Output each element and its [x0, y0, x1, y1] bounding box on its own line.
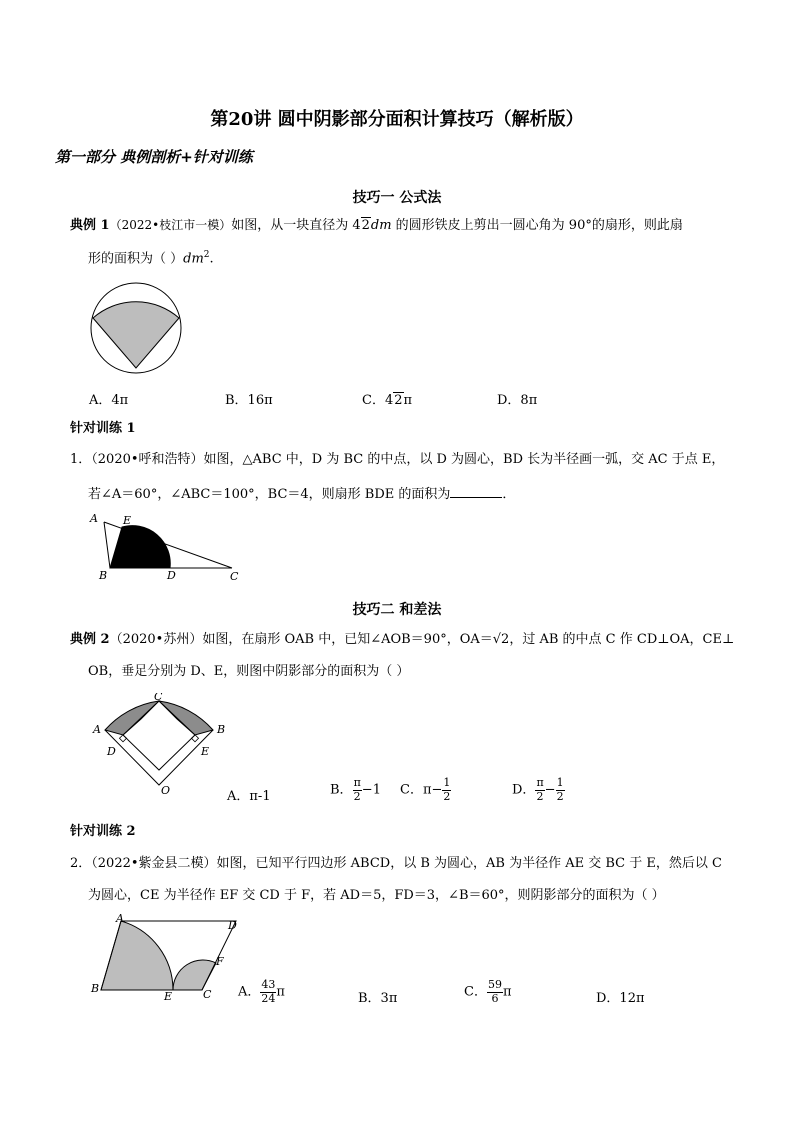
example-1-option-b[interactable]: B．16π — [225, 393, 273, 408]
technique-2-heading: 技巧二 和差法 — [352, 602, 442, 618]
example-2-option-d[interactable]: D． $\frac{\pi}{2}$ − $\frac{1}{2}$ — [512, 776, 564, 803]
q1-label-a: A — [90, 512, 98, 525]
example-2-option-b[interactable]: B． $\frac{\pi}{2}$ −1 — [330, 776, 381, 803]
q2-label-b: B — [91, 982, 100, 995]
ex2-label-b: B — [217, 723, 226, 736]
q1-label-e: E — [123, 514, 132, 527]
example-1-line1: 典例 1（2022•枝江市一模）如图，从一块直径为 42dm 的圆形铁皮上剪出一圆心角为 90°的扇形，则此扇 — [70, 218, 683, 233]
question-1-line2: 若∠A＝60°，∠ABC＝100°，BC＝4，则扇形 BDE 的面积为 ． — [88, 487, 516, 502]
example-1-option-c[interactable]: C．42π — [362, 393, 413, 408]
q2-label-f: F — [216, 955, 224, 968]
page-title: 第20讲 圆中阴影部分面积计算技巧（解析版） — [210, 109, 584, 130]
q1-label-b: B — [99, 569, 108, 582]
ex2-label-a: A — [93, 723, 101, 736]
example-2-option-c[interactable]: C．π− $\frac{1}{2}$ — [400, 776, 451, 803]
example-1-line2: 形的面积为（ ）$dm^2$. — [88, 250, 214, 267]
q1-label-d: D — [167, 569, 176, 582]
question-2-line1: 2．（2022•紫金县二模）如图，已知平行四边形 ABCD，以 B 为圆心，AB 为半径作 AE 交 BC 于 E，然后以 C — [70, 856, 722, 871]
ex2-label-d: D — [107, 745, 116, 758]
example-2-line1: 典例 2（2020•苏州）如图，在扇形 OAB 中，已知∠AOB＝90°，OA＝√2，过 AB 的中点 C 作 CD⊥OA，CE⊥ — [70, 632, 735, 647]
example-1-option-d[interactable]: D．8π — [497, 393, 538, 408]
question-2-option-c[interactable]: C． $\frac{59}{6}$ π — [464, 978, 512, 1005]
question-1-line1: 1．（2020•呼和浩特）如图，△ABC 中，D 为 BC 的中点，以 D 为圆心，BD 长为半径画一弧，交 AC 于点 E， — [70, 452, 725, 467]
answer-blank[interactable] — [450, 485, 502, 498]
example-2-line2: OB，垂足分别为 D、E，则图中阴影部分的面积为（ ） — [88, 664, 410, 679]
q2-label-a: A — [116, 912, 124, 925]
example-2-label: 典例 2 — [70, 632, 110, 647]
question-2-option-a[interactable]: A． $\frac{43}{24}$ π — [238, 978, 285, 1005]
ex2-label-c: C — [154, 693, 163, 703]
question-1-figure — [85, 510, 255, 586]
question-2-option-d[interactable]: D．12π — [596, 991, 645, 1006]
question-2-figure — [88, 912, 243, 1004]
q2-label-e: E — [164, 990, 173, 1003]
example-1-label: 典例 1 — [70, 218, 110, 233]
training-2-heading: 针对训练 2 — [70, 824, 136, 839]
example-1-option-a[interactable]: A．4π — [89, 393, 129, 408]
q1-label-c: C — [230, 570, 239, 583]
part-heading: 第一部分 典例剖析+针对训练 — [55, 148, 253, 166]
example-1-figure — [88, 280, 184, 376]
question-2-line2: 为圆心，CE 为半径作 EF 交 CD 于 F，若 AD＝5，FD＝3，∠B＝60°，则阴影部分的面积为（ ） — [88, 888, 665, 903]
ex2-label-o: O — [161, 784, 171, 797]
example-1-source: （2022•枝江市一模） — [109, 218, 232, 232]
technique-1-heading: 技巧一 公式法 — [352, 190, 442, 206]
q2-label-d: D — [228, 919, 237, 932]
example-2-option-a[interactable]: A．π-1 — [227, 789, 271, 804]
q2-label-c: C — [203, 988, 212, 1001]
example-2-figure — [90, 693, 235, 799]
training-1-heading: 针对训练 1 — [70, 421, 136, 436]
question-2-option-b[interactable]: B．3π — [358, 991, 398, 1006]
ex2-label-e: E — [201, 745, 210, 758]
